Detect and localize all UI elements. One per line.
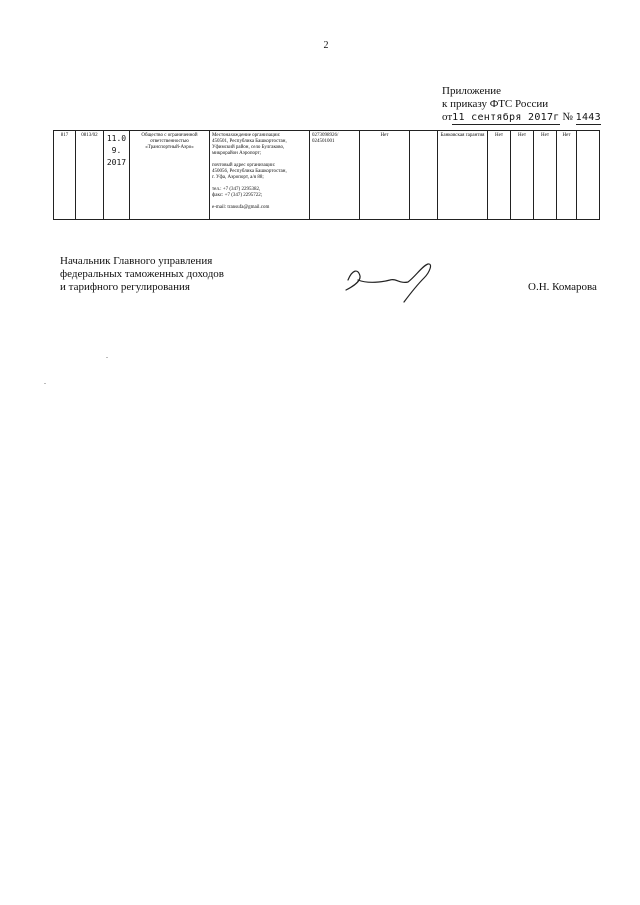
number-sign: № — [562, 111, 573, 123]
cell-seq: 817 — [54, 131, 76, 220]
cell-col13 — [577, 131, 600, 220]
signer-name: О.Н. Комарова — [528, 281, 597, 293]
cell-col12: Нет — [557, 131, 577, 220]
cell-guarantee: Банковская гарантия — [438, 131, 488, 220]
address-location-2: Уфимский район, село Булгаково, — [212, 145, 285, 150]
cell-reg-number: 0813/02 — [76, 131, 104, 220]
appendix-title: Приложение — [442, 85, 502, 97]
handwritten-signature — [338, 258, 438, 308]
address-location-1: 450501, Республика Башкортостан, — [212, 139, 287, 144]
address-postal-2: г. Уфа, Аэропорт, а/я 88; — [212, 175, 264, 180]
cell-address — [210, 131, 310, 220]
address-postal-1: 450056, Республика Башкортостан, — [212, 169, 287, 174]
address-postal-label: почтовый адрес организации: — [212, 163, 276, 168]
cell-col9: Нет — [488, 131, 511, 220]
date-line-1: 11.09. — [106, 134, 127, 155]
signatory-title-2: федеральных таможенных доходов — [60, 268, 224, 280]
cell-col11: Нет — [534, 131, 557, 220]
appendix-header — [442, 85, 601, 125]
signatory-title-1: Начальник Главного управления — [60, 255, 213, 267]
order-number: 1443 — [575, 112, 601, 123]
signatory-title — [60, 255, 224, 294]
cell-col6: Нет — [360, 131, 410, 220]
from-prefix: от — [442, 111, 453, 123]
address-fax: факс: +7 (347) 2295722; — [212, 193, 263, 198]
signatory-title-3: и тарифного регулирования — [60, 281, 190, 293]
cell-inn-kpp: 0273098926/ 024501001 — [310, 131, 360, 220]
address-email: e-mail: transufa@gmail.com — [212, 205, 270, 210]
cell-col7 — [410, 131, 438, 220]
appendix-order-ref: к приказу ФТС России — [442, 98, 549, 110]
address-phone: тел.: +7 (347) 2295382, — [212, 187, 261, 192]
table-row — [54, 131, 600, 220]
cell-company: Общество с ограниченной ответственностью «Транспортный-Аэро» — [130, 131, 210, 220]
order-date: 11 сентября 2017г — [452, 112, 560, 123]
address-location-label: Местонахождение организации: — [212, 133, 281, 138]
cell-date — [104, 131, 130, 220]
page-number: 2 — [323, 40, 329, 51]
date-line-2: 2017 — [106, 158, 127, 167]
address-location-3: микрорайон Аэропорт; — [212, 151, 262, 156]
appendix-date-line — [442, 111, 601, 125]
cell-col10: Нет — [511, 131, 534, 220]
register-table — [53, 130, 600, 220]
